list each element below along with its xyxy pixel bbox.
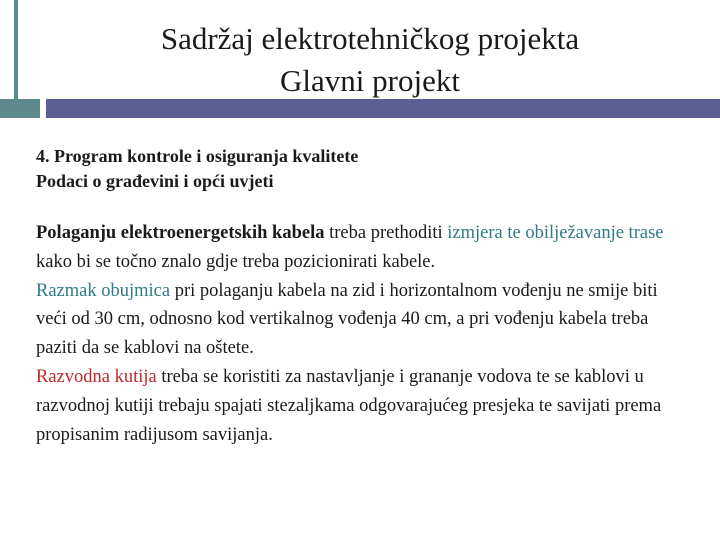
slide-title-line-2: Glavni projekt bbox=[280, 63, 460, 98]
slide-title-line-1: Sadržaj elektrotehničkog projekta bbox=[160, 21, 580, 56]
decorative-square bbox=[0, 99, 40, 118]
text-span: treba se koristiti za nastavljanje i grananje vodova te se kablovi u razvodnoj kutiji trebaju spajati stezaljkama odgovarajućeg presjeka te savijati prema propisanim radijusom savijanja. bbox=[36, 366, 662, 445]
slide-title bbox=[0, 18, 720, 102]
paragraph-cable-laying bbox=[36, 219, 686, 277]
subheading bbox=[36, 144, 358, 194]
text-span: kako bi se točno znalo gdje treba pozicionirati kabele. bbox=[36, 251, 436, 272]
decorative-bar bbox=[46, 99, 720, 118]
subheading-line-2: Podaci o građevini i opći uvjeti bbox=[36, 171, 274, 191]
highlight-phrase: Razvodna kutija bbox=[36, 366, 157, 387]
paragraph-clamp-spacing bbox=[36, 277, 686, 363]
subheading-line-1: 4. Program kontrole i osiguranja kvalitete bbox=[36, 146, 359, 166]
text-span: pri polaganju kabela na zid i horizontalnom vođenju ne smije biti veći od 30 cm, odnosno kod vertikalnog vođenja 40 cm, a pri vođenju kabela treba paziti da se kablovi na oštete. bbox=[36, 280, 658, 359]
highlight-phrase: izmjera te obilježavanje trase bbox=[447, 223, 664, 243]
highlight-phrase: Razmak obujmica bbox=[36, 280, 171, 301]
paragraph-junction-box bbox=[36, 363, 686, 449]
text-span: treba prethoditi bbox=[324, 223, 448, 243]
bold-phrase: Polaganju elektroenergetskih kabela bbox=[36, 223, 325, 243]
body-text bbox=[36, 219, 686, 449]
